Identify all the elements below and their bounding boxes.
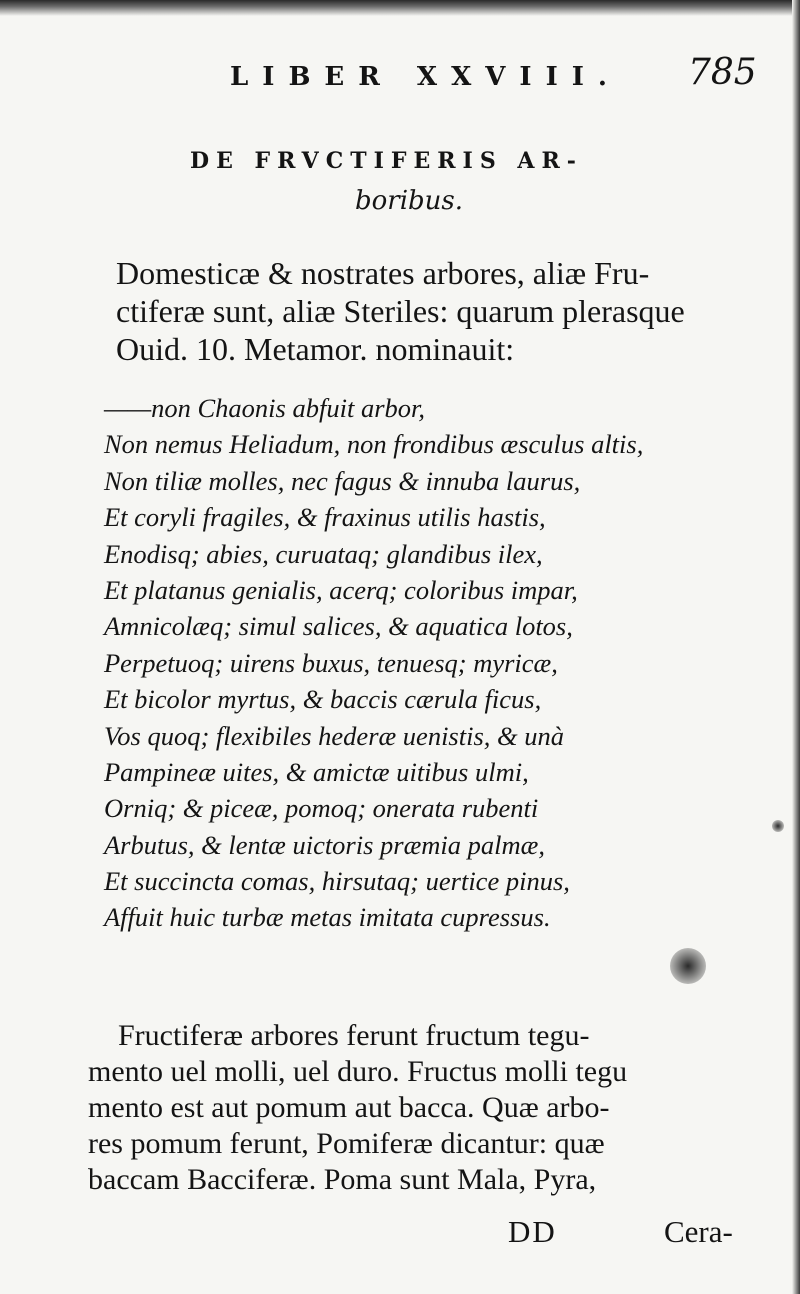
verse-line: Et coryli fragiles, & fraxinus utilis hastis, [104,502,546,533]
intro-line: ctiferæ sunt, aliæ Steriles: quarum plerasque [116,293,685,329]
verse-line: Amnicolæq; simul salices, & aquatica lotos, [104,611,573,642]
ink-blot [772,820,784,832]
verse-line: Enodisq; abies, curuataq; glandibus ilex, [104,538,543,569]
section-heading-continuation: boribus. [355,186,464,216]
verse-line: Et bicolor myrtus, & baccis cærula ficus, [104,684,542,715]
verse-line: Orniq; & piceæ, pomoq; onerata rubenti [104,793,539,824]
section-heading: DE FRVCTIFERIS AR- [190,148,583,174]
page-right-edge [792,0,800,1294]
intro-line: Domesticæ & nostrates arbores, aliæ Fru- [116,255,650,291]
verse-line: ——non Chaonis abfuit arbor, [104,393,426,423]
catchword: Cera- [664,1214,733,1249]
verse-line: Affuit huic turbæ metas imitata cupressus. [104,902,551,933]
closing-line: res pomum ferunt, Pomiferæ dicantur: quæ [88,1127,605,1160]
signature-mark: DD [508,1214,557,1249]
closing-line: Fructiferæ arbores ferunt fructum tegu- [118,1019,590,1052]
ink-blot [670,948,706,984]
closing-line: mento est aut pomum aut bacca. Quæ arbo- [88,1091,610,1124]
closing-line: baccam Bacciferæ. Poma sunt Mala, Pyra, [88,1163,597,1196]
verse-line: Et succincta comas, hirsutaq; uertice pinus, [104,866,570,897]
verse-line: Non tiliæ molles, nec fagus & innuba laurus, [104,465,581,496]
page-number: 785 [688,52,757,93]
verse-quotation [104,390,643,936]
verse-line: Vos quoq; flexibiles hederæ uenistis, & unà [104,720,565,751]
page-top-edge [0,0,800,16]
closing-line: mento uel molli, uel duro. Fructus molli tegu [88,1055,628,1088]
running-head: LIBER XXVIII. [230,62,621,92]
verse-line: Et platanus genialis, acerq; coloribus impar, [104,574,578,605]
verse-line: Non nemus Heliadum, non frondibus æsculus altis, [104,429,644,460]
verse-line: Pampineæ uites, & amictæ uitibus ulmi, [104,756,529,787]
closing-paragraph [88,1018,628,1198]
verse-line: Arbutus, & lentæ uictoris præmia palmæ, [104,829,545,860]
intro-line: Ouid. 10. Metamor. nominauit: [116,331,515,367]
verse-line: Perpetuoq; uirens buxus, tenuesq; myricæ, [104,647,558,678]
intro-paragraph [116,254,788,368]
